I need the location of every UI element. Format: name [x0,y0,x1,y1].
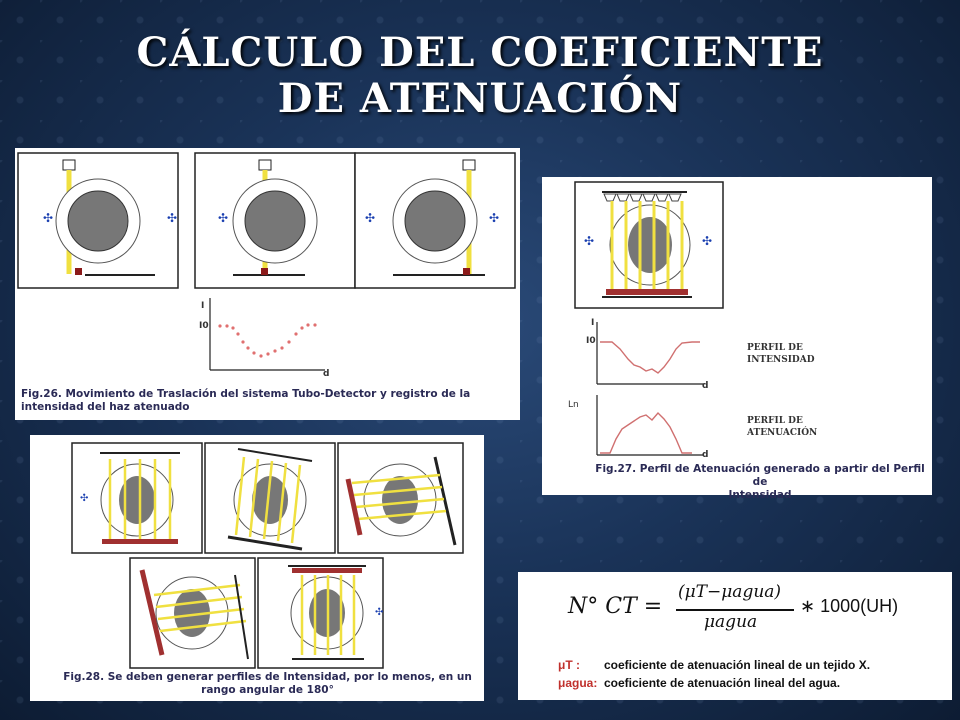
fig27-label-attenuation [747,415,817,439]
formula-lhs: N° CT = [568,594,663,619]
legend-symbol-1: μT : [558,658,581,672]
fig27-caption-line-1: Fig.27. Perfil de Atenuación generado a partir del Perfil de [595,463,925,488]
formula-denominator: μagua [704,612,758,632]
svg-text:✣: ✣ [365,211,376,225]
fig27-scanner [575,182,723,308]
title-line-1: CÁLCULO DEL COEFICIENTE [136,29,824,76]
fig26-intensity-plot [210,298,325,370]
fig26-panel [15,148,520,420]
svg-text:✣: ✣ [584,234,595,248]
label-intensity-line-1: PERFIL DE [747,343,803,353]
legend-text-2: coeficiente de atenuación lineal del agua. [604,676,841,690]
rotation-frame-2 [205,443,335,553]
fig28-caption-line-1: Fig.28. Se deben generar perfiles de Intensidad, por lo menos, en un [63,671,472,683]
formula-numerator: (μT−μagua) [678,582,782,602]
svg-text:✣: ✣ [218,211,229,225]
fig27-attenuation-plot [597,395,704,455]
label-atten-line-2: ATENUACIÓN [747,428,818,438]
fig28-caption-line-2: rango angular de 180° [201,684,334,696]
fig27-intensity-plot [597,322,704,384]
fig27-axis-x-bottom: d [702,450,709,460]
fig26-caption-line-2: intensidad del haz atenuado [21,401,190,413]
fig26-diagram [15,148,520,420]
fig27-axis-ln: Ln [568,400,579,410]
svg-text:✣: ✣ [80,493,89,504]
fig28-panel [30,435,484,701]
svg-text:✣: ✣ [43,211,54,225]
svg-text:✣: ✣ [375,607,384,618]
svg-text:✣: ✣ [167,211,178,225]
fig26-axis-x: d [323,369,330,379]
fig27-caption-line-2: Intensidad [728,489,792,501]
fig27-panel [542,177,932,501]
fig27-label-intensity [747,342,815,366]
fraction-bar [676,609,794,611]
fig28-diagram [30,435,484,701]
formula-rhs: ∗ 1000(UH) [800,596,899,616]
fig27-axis-x-top: d [702,381,709,391]
rotation-frame-3 [338,443,463,553]
fig26-caption-line-1: Fig.26. Movimiento de Traslación del sistema Tubo-Detector y registro de la [21,388,471,400]
svg-text:✣: ✣ [489,211,500,225]
rotation-frame-4 [130,558,255,668]
legend-symbol-2: μagua: [558,676,598,690]
legend-text-1: coeficiente de atenuación lineal de un tejido X. [604,658,871,672]
fig26-axis-y: I [201,301,205,311]
scanner-frame-1 [18,153,178,288]
fig26-axis-y0: I0 [199,321,209,331]
legend-row-2 [558,676,840,690]
svg-text:✣: ✣ [702,234,713,248]
scanner-frame-2 [195,153,355,288]
legend-row-1 [558,658,870,672]
label-intensity-line-2: INTENSIDAD [747,355,815,365]
rotation-frame-5 [258,558,383,668]
fig27-caption [590,463,930,502]
rotation-frame-1 [72,443,202,553]
title-line-2: DE ATENUACIÓN [277,75,683,122]
slide-title [0,30,960,122]
fig28-caption [60,671,475,697]
formula-panel [518,572,952,700]
fig26-caption [21,388,516,414]
fig27-axis-i0: I0 [586,336,596,346]
scanner-frame-3 [355,153,515,288]
fig27-axis-i: I [591,318,595,328]
label-atten-line-1: PERFIL DE [747,416,803,426]
fig27-diagram [542,177,932,495]
